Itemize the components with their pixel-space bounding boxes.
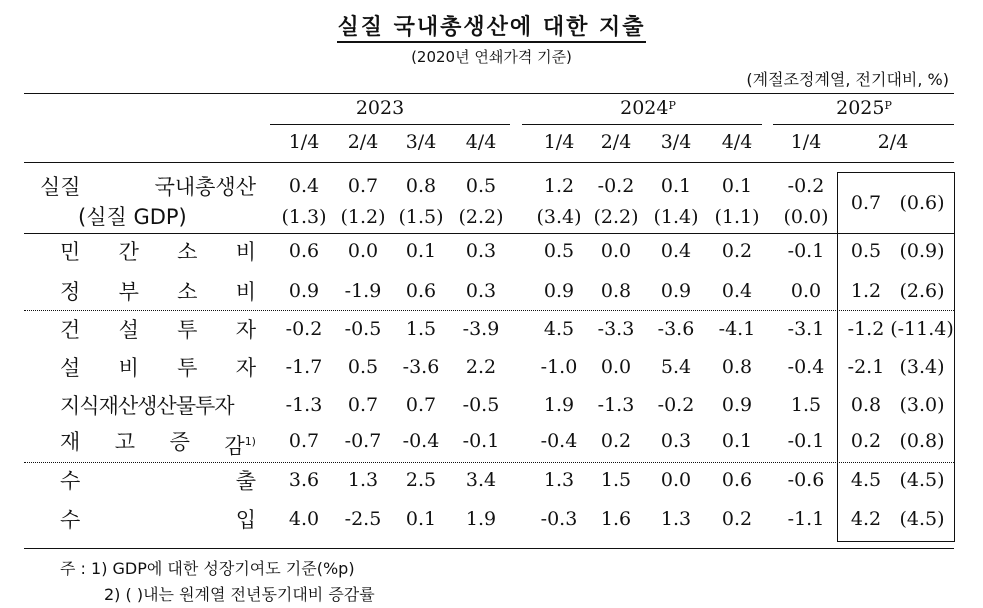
- table-cell: -3.6: [657, 318, 695, 340]
- table-cell: -0.5: [462, 394, 500, 416]
- row-label-part: 감$^{1)}$: [224, 434, 256, 458]
- table-cell: 0.7: [347, 394, 379, 416]
- row-label-part: 지식재산생산물투자: [60, 394, 234, 418]
- quarter-header: 1/4: [790, 131, 822, 153]
- year-label: 2025: [836, 97, 885, 119]
- table-cell: -1.0: [540, 356, 578, 378]
- row-label: [60, 430, 256, 458]
- year-header: [588, 97, 708, 119]
- table-cell-yoy: (1.5): [398, 206, 444, 228]
- preliminary-mark: P: [884, 99, 892, 112]
- table-cell: 1.3: [660, 508, 692, 530]
- table-cell: 0.9: [288, 280, 320, 302]
- table-cell: -0.2: [657, 394, 695, 416]
- quarter-header: 4/4: [721, 131, 753, 153]
- table-cell: 0.3: [465, 240, 497, 262]
- table-cell: 1.5: [405, 318, 437, 340]
- row-rule-investment: [24, 462, 954, 463]
- table-cell: -4.1: [718, 318, 756, 340]
- table-cell: 0.7: [405, 394, 437, 416]
- table-title: 실질 국내총생산에 대한 지출: [0, 10, 983, 41]
- row-label-part: 건: [60, 318, 81, 342]
- row-label-part: 재: [60, 430, 81, 454]
- table-cell: -0.4: [787, 356, 825, 378]
- row-label-part: 비: [235, 280, 256, 304]
- table-cell: 0.9: [543, 280, 575, 302]
- table-cell: 0.0: [347, 240, 379, 262]
- year-header: [804, 97, 924, 119]
- table-cell: 0.6: [721, 469, 753, 491]
- table-cell-2025q2: 0.2: [850, 430, 882, 452]
- table-cell: 3.4: [465, 469, 497, 491]
- table-cell: 0.0: [790, 280, 822, 302]
- table-cell: 3.6: [288, 469, 320, 491]
- table-cell: -0.2: [285, 318, 323, 340]
- table-cell: -0.6: [787, 469, 825, 491]
- table-cell: 0.7: [347, 175, 379, 197]
- table-cell-yoy: (1.1): [714, 206, 760, 228]
- table-cell-2025q2: -2.1: [847, 356, 885, 378]
- table-cell: -0.7: [344, 430, 382, 452]
- row-label-part: 입: [235, 508, 256, 532]
- table-cell: -3.9: [462, 318, 500, 340]
- table-cell: -0.1: [787, 240, 825, 262]
- table-cell-yoy: (2.2): [458, 206, 504, 228]
- table-cell: 0.4: [721, 280, 753, 302]
- unit-note: (계절조정계열, 전기대비, %): [746, 70, 949, 89]
- table-cell: 0.4: [288, 175, 320, 197]
- table-cell: 1.6: [600, 508, 632, 530]
- table-cell-yoy: (1.2): [340, 206, 386, 228]
- table-cell: -0.4: [540, 430, 578, 452]
- table-cell-2025q2-yoy: (4.5): [899, 508, 945, 530]
- table-cell-2025q2-yoy: (2.6): [899, 280, 945, 302]
- table-cell: 0.2: [721, 508, 753, 530]
- table-cell: 0.0: [600, 356, 632, 378]
- table-cell: 0.6: [288, 240, 320, 262]
- row-label-part: 비: [118, 356, 139, 380]
- quarter-header: 4/4: [465, 131, 497, 153]
- row-label-part: 수: [60, 469, 81, 493]
- table-cell: 2.5: [405, 469, 437, 491]
- row-label-part: 증: [169, 430, 190, 454]
- row-label-part: 비: [235, 240, 256, 264]
- header-rule: [24, 162, 954, 163]
- table-cell-yoy: (1.4): [653, 206, 699, 228]
- row-label: [40, 175, 256, 199]
- table-cell: 0.1: [405, 508, 437, 530]
- row-label: [60, 240, 256, 264]
- table-cell: 1.3: [347, 469, 379, 491]
- table-cell-2025q2-yoy: (3.4): [899, 356, 945, 378]
- row-label-part: 부: [118, 280, 139, 304]
- row-label-part: 정: [60, 280, 81, 304]
- table-cell: 0.1: [721, 175, 753, 197]
- row-label-part: 설: [118, 318, 139, 342]
- row-label-part: 소: [177, 240, 198, 264]
- table-cell: 0.5: [347, 356, 379, 378]
- quarter-header: 3/4: [660, 131, 692, 153]
- table-cell: 0.0: [660, 469, 692, 491]
- table-cell: 0.9: [660, 280, 692, 302]
- table-cell-2025q2: 0.5: [850, 240, 882, 262]
- table-cell: -0.3: [540, 508, 578, 530]
- table-cell: 5.4: [660, 356, 692, 378]
- table-cell: -3.6: [402, 356, 440, 378]
- table-cell: 0.8: [600, 280, 632, 302]
- table-cell-2025q2: 4.5: [850, 469, 882, 491]
- row-label-part: 소: [177, 280, 198, 304]
- table-cell: 0.9: [721, 394, 753, 416]
- table-cell: -0.4: [402, 430, 440, 452]
- table-cell-2025q2: 0.8: [850, 394, 882, 416]
- row-label-part: 실질: [40, 175, 81, 199]
- table-cell: 0.7: [288, 430, 320, 452]
- quarter-header: 1/4: [543, 131, 575, 153]
- table-cell-2025q2-yoy: (0.6): [899, 192, 945, 214]
- table-cell: 0.3: [465, 280, 497, 302]
- year-label: 2023: [355, 97, 405, 119]
- table-cell-yoy: (3.4): [536, 206, 582, 228]
- row-label-part: 간: [118, 240, 139, 264]
- table-cell: 0.0: [600, 240, 632, 262]
- row-sublabel: (실질 GDP): [78, 205, 187, 229]
- footnote-2: 2) ( )내는 원계열 전년동기대비 증감률: [104, 585, 375, 604]
- table-cell-2025q2-yoy: (0.9): [899, 240, 945, 262]
- bottom-rule: [24, 548, 954, 549]
- table-cell: -0.2: [787, 175, 825, 197]
- row-label: [60, 508, 256, 532]
- table-cell-2025q2-yoy: (3.0): [899, 394, 945, 416]
- table-cell: -1.9: [344, 280, 382, 302]
- preliminary-mark: P: [668, 99, 676, 112]
- table-cell: -0.5: [344, 318, 382, 340]
- table-cell: 0.3: [660, 430, 692, 452]
- row-label-part: 출: [235, 469, 256, 493]
- quarter-header: 2/4: [347, 131, 379, 153]
- year-rule-2025: [773, 124, 954, 125]
- row-label: [60, 469, 256, 493]
- table-cell: 0.8: [405, 175, 437, 197]
- table-cell: 1.9: [543, 394, 575, 416]
- row-rule-gdp: [24, 233, 954, 234]
- row-label-part: 투: [177, 356, 198, 380]
- top-rule: [24, 93, 954, 94]
- table-cell: -0.1: [462, 430, 500, 452]
- quarter-header: 2/4: [600, 131, 632, 153]
- year-rule-2023: [270, 124, 510, 125]
- table-cell-2025q2: 0.7: [850, 192, 882, 214]
- table-cell: 0.5: [543, 240, 575, 262]
- row-label-part: 자: [235, 356, 256, 380]
- table-cell: -1.7: [285, 356, 323, 378]
- table-cell: 1.5: [790, 394, 822, 416]
- row-label-part: 투: [177, 318, 198, 342]
- table-cell: 1.2: [543, 175, 575, 197]
- table-cell: 1.9: [465, 508, 497, 530]
- footnote-mark: 1): [244, 435, 256, 448]
- table-cell: -1.3: [285, 394, 323, 416]
- table-cell-yoy: (1.3): [281, 206, 327, 228]
- year-rule-2024: [522, 124, 762, 125]
- row-label: [60, 356, 256, 380]
- table-cell-yoy: (2.2): [593, 206, 639, 228]
- row-label-part: 민: [60, 240, 81, 264]
- year-label: 2024: [620, 97, 669, 119]
- table-cell-2025q2: -1.2: [847, 318, 885, 340]
- table-cell: -3.3: [597, 318, 635, 340]
- table-cell: 0.6: [405, 280, 437, 302]
- table-cell: 4.0: [288, 508, 320, 530]
- table-cell-2025q2: 1.2: [850, 280, 882, 302]
- row-label-part: 설: [60, 356, 81, 380]
- quarter-header: 3/4: [405, 131, 437, 153]
- table-cell: 0.8: [721, 356, 753, 378]
- row-rule-consumption: [24, 310, 954, 311]
- footnote-1: 주 : 1) GDP에 대한 성장기여도 기준(%p): [60, 559, 355, 578]
- table-cell: 0.5: [465, 175, 497, 197]
- row-label-part: 국내총생산: [154, 175, 256, 199]
- year-header: [320, 97, 440, 119]
- row-label: [60, 280, 256, 304]
- table-cell: -2.5: [344, 508, 382, 530]
- table-cell-2025q2-yoy: (0.8): [899, 430, 945, 452]
- row-label: [60, 318, 256, 342]
- row-label-part: 자: [235, 318, 256, 342]
- table-cell: 0.1: [660, 175, 692, 197]
- table-cell: -1.3: [597, 394, 635, 416]
- table-cell-2025q2-yoy: (4.5): [899, 469, 945, 491]
- table-cell: 0.2: [721, 240, 753, 262]
- row-label: [60, 394, 256, 418]
- quarter-header: 1/4: [288, 131, 320, 153]
- quarter-header: 2/4: [877, 131, 909, 153]
- table-cell: -3.1: [787, 318, 825, 340]
- table-cell: -0.1: [787, 430, 825, 452]
- row-label-part: 수: [60, 508, 81, 532]
- table-subtitle: (2020년 연쇄가격 기준): [411, 48, 572, 66]
- table-cell: 1.3: [543, 469, 575, 491]
- table-cell-2025q2-yoy: (-11.4): [890, 318, 954, 340]
- row-label-part: 고: [114, 430, 136, 454]
- table-cell: 4.5: [543, 318, 575, 340]
- table-cell: 0.4: [660, 240, 692, 262]
- table-cell: 2.2: [465, 356, 497, 378]
- table-cell: -0.2: [597, 175, 635, 197]
- table-cell: 1.5: [600, 469, 632, 491]
- table-cell-2025q2: 4.2: [850, 508, 882, 530]
- table-cell: 0.1: [405, 240, 437, 262]
- table-cell-yoy: (0.0): [783, 206, 829, 228]
- table-cell: 0.2: [600, 430, 632, 452]
- table-cell: 0.1: [721, 430, 753, 452]
- table-cell: -1.1: [787, 508, 825, 530]
